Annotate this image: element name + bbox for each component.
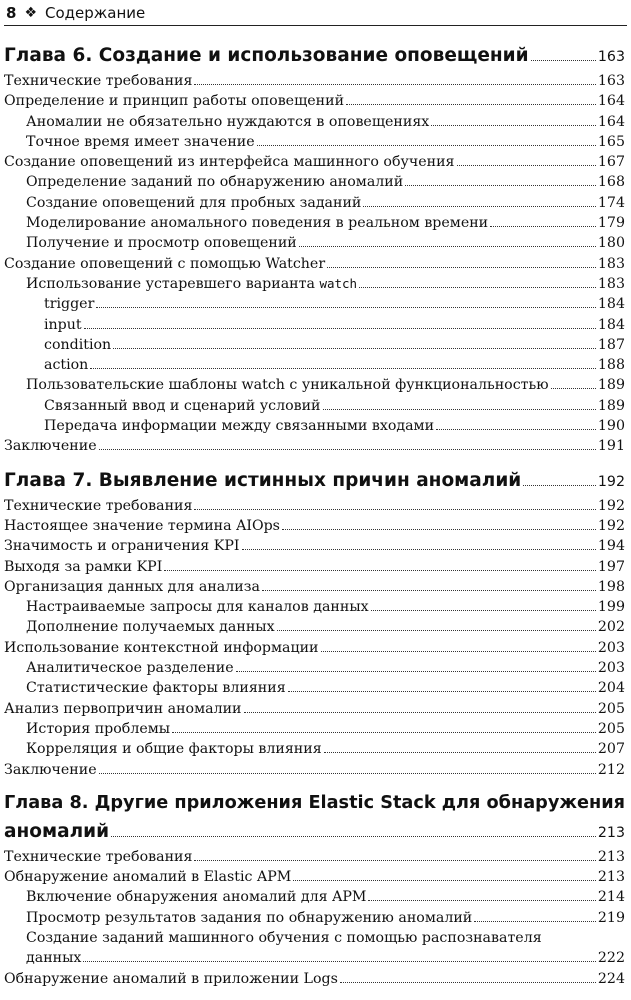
leader-dots: [346, 104, 596, 105]
toc-entry[interactable]: Настоящее значение термина AIOps 192: [4, 517, 625, 534]
chapter-7-heading[interactable]: [4, 466, 625, 496]
table-of-contents: [4, 41, 625, 989]
leader-dots: [293, 880, 596, 881]
leader-dots: [371, 610, 596, 611]
page-number: 8: [6, 4, 17, 22]
toc-entry[interactable]: Получение и просмотр оповещений 180: [26, 235, 625, 252]
toc-entry[interactable]: Технические требования 213: [4, 848, 625, 865]
leader-dots: [551, 388, 596, 389]
page-ref: 192: [597, 473, 625, 490]
page-ref: 163: [597, 49, 625, 65]
toc-entry[interactable]: Просмотр результатов задания по обнаружению аномалий 219: [26, 909, 625, 926]
toc-entry[interactable]: Передача информации между связанными входами 190: [44, 418, 625, 435]
leader-dots: [84, 328, 596, 329]
leader-dots: [490, 226, 596, 227]
ornament-icon: ❖: [24, 5, 37, 21]
toc-entry[interactable]: Дополнение получаемых данных 202: [26, 619, 625, 636]
leader-dots: [431, 125, 596, 126]
leader-dots: [83, 961, 596, 962]
leader-dots: [172, 732, 596, 733]
toc-entry[interactable]: Анализ первопричин аномалии 205: [4, 700, 625, 717]
toc-entry[interactable]: Создание оповещений из интерфейса машинного обучения 167: [4, 154, 625, 171]
leader-dots: [288, 691, 596, 692]
leader-dots: [321, 651, 596, 652]
code-watch: watch: [319, 275, 358, 291]
leader-dots: [474, 921, 596, 922]
toc-entry[interactable]: Пользовательские шаблоны watch с уникальной функциональностью 189: [26, 377, 625, 394]
toc-entry[interactable]: История проблемы 205: [26, 720, 625, 737]
chapter-8-heading-line1[interactable]: Глава 8. Другие приложения Elastic Stack для обнаружения: [4, 792, 625, 813]
toc-entry[interactable]: action 188: [44, 357, 625, 374]
page-ref: 213: [597, 824, 625, 841]
leader-dots: [99, 449, 596, 450]
toc-entry[interactable]: Моделирование аномального поведения в реальном времени 179: [26, 215, 625, 232]
toc-entry[interactable]: Статистические факторы влияния 204: [26, 680, 625, 697]
leader-dots: [262, 590, 596, 591]
leader-dots: [90, 368, 596, 369]
chapter-title: Глава 7. Выявление истинных причин аномалий: [4, 469, 522, 491]
leader-dots: [99, 773, 596, 774]
toc-entry[interactable]: Определение заданий по обнаружению аномалий 168: [26, 174, 625, 191]
toc-entry[interactable]: Обнаружение аномалий в Elastic APM 213: [4, 869, 625, 886]
toc-entry[interactable]: trigger 184: [44, 296, 625, 313]
leader-dots: [405, 185, 596, 186]
leader-dots: [236, 671, 596, 672]
leader-dots: [277, 630, 596, 631]
chapter-title-cont: аномалий: [4, 820, 110, 842]
toc-entry[interactable]: Использование контекстной информации 203: [4, 639, 625, 656]
leader-dots: [194, 860, 595, 861]
leader-dots: [323, 409, 596, 410]
leader-dots: [523, 485, 596, 486]
toc-entry[interactable]: Выходя за рамки KPI 197: [4, 558, 625, 575]
leader-dots: [359, 287, 596, 288]
leader-dots: [531, 60, 596, 61]
running-title: Содержание: [45, 4, 146, 22]
leader-dots: [368, 900, 595, 901]
chapter-8-heading-line2[interactable]: [4, 817, 625, 847]
toc-entry[interactable]: Создание оповещений для пробных заданий 174: [26, 194, 625, 211]
toc-entry-line2[interactable]: данных 222: [26, 950, 625, 967]
leader-dots: [327, 267, 596, 268]
toc-entry[interactable]: input 184: [44, 316, 625, 333]
header-rule: [4, 25, 627, 26]
leader-dots: [324, 752, 596, 753]
toc-entry[interactable]: Определение и принцип работы оповещений 164: [4, 93, 625, 110]
toc-entry[interactable]: Аналитическое разделение 203: [26, 660, 625, 677]
leader-dots: [111, 836, 596, 837]
toc-entry[interactable]: Точное время имеет значение 165: [26, 133, 625, 150]
running-header: [6, 2, 625, 24]
toc-entry[interactable]: Настраиваемые запросы для каналов данных 199: [26, 599, 625, 616]
toc-entry-line1[interactable]: Создание заданий машинного обучения с помощью распознавателя: [26, 929, 542, 946]
leader-dots: [282, 529, 596, 530]
toc-entry[interactable]: Организация данных для анализа 198: [4, 578, 625, 595]
leader-dots: [340, 982, 596, 983]
leader-dots: [113, 348, 596, 349]
chapter-title: Глава 6. Создание и использование оповещений: [4, 45, 529, 66]
chapter-6-heading[interactable]: [4, 41, 625, 71]
leader-dots: [96, 307, 596, 308]
toc-entry[interactable]: Корреляция и общие факторы влияния 207: [26, 741, 625, 758]
toc-entry[interactable]: Технические требования 192: [4, 497, 625, 514]
toc-entry[interactable]: Заключение 191: [4, 438, 625, 455]
toc-entry[interactable]: Связанный ввод и сценарий условий 189: [44, 397, 625, 414]
leader-dots: [299, 246, 596, 247]
toc-entry[interactable]: Аномалии не обязательно нуждаются в оповещениях 164: [26, 113, 625, 130]
toc-entry[interactable]: Заключение 212: [4, 761, 625, 778]
toc-entry[interactable]: Обнаружение аномалий в приложении Logs 224: [4, 970, 625, 987]
toc-entry[interactable]: Использование устаревшего варианта watch 183: [26, 275, 625, 292]
leader-dots: [242, 549, 596, 550]
leader-dots: [257, 145, 596, 146]
toc-entry[interactable]: condition 187: [44, 336, 625, 353]
toc-entry[interactable]: Включение обнаружения аномалий для APM 214: [26, 889, 625, 906]
toc-entry[interactable]: Технические требования 163: [4, 73, 625, 89]
leader-dots: [457, 165, 596, 166]
leader-dots: [244, 712, 596, 713]
leader-dots: [164, 570, 596, 571]
leader-dots: [194, 84, 595, 85]
leader-dots: [436, 429, 596, 430]
toc-entry[interactable]: Создание оповещений с помощью Watcher 183: [4, 255, 625, 272]
leader-dots: [194, 509, 595, 510]
toc-entry[interactable]: Значимость и ограничения KPI 194: [4, 538, 625, 555]
leader-dots: [363, 206, 596, 207]
